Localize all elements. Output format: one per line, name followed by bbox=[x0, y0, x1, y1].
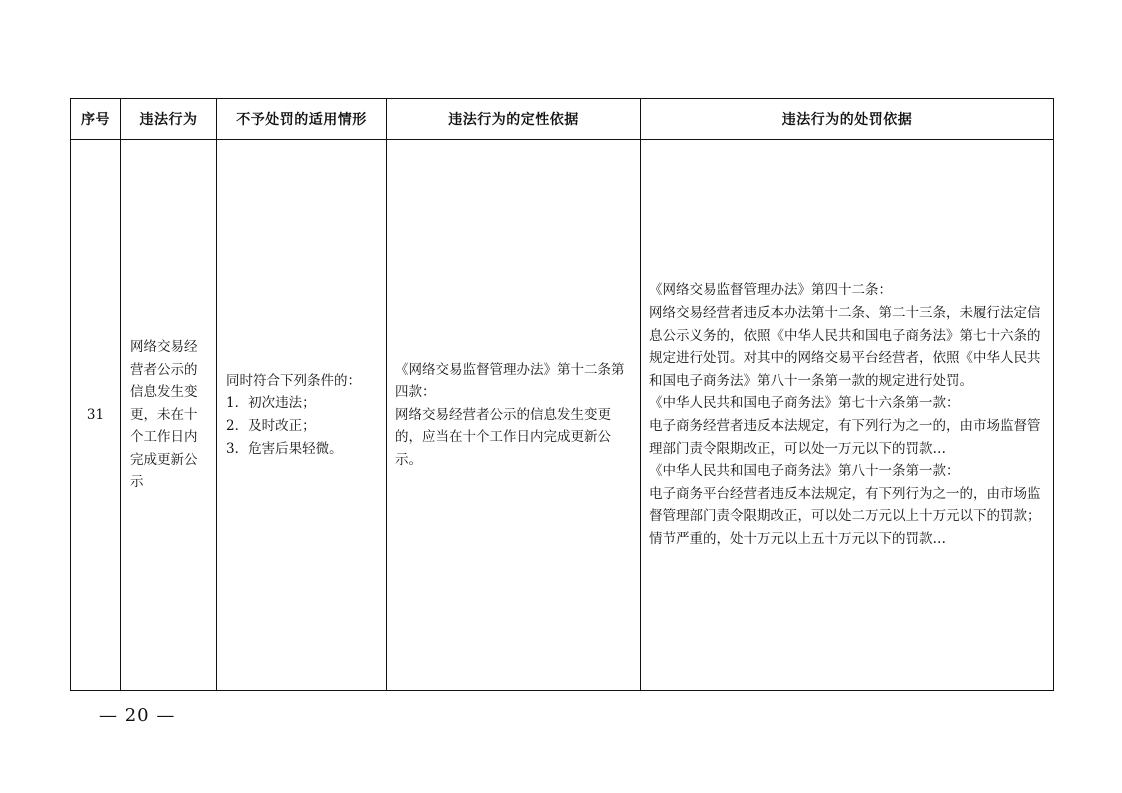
row-qualification-cell bbox=[387, 140, 641, 691]
penalty-clause-text: 电子商务经营者违反本法规定，有下列行为之一的，由市场监督管理部门责令限期改正，可以处一万元以下的罚款… bbox=[649, 418, 1041, 457]
penalty-clause-text: 电子商务平台经营者违反本法规定，有下列行为之一的，由市场监督管理部门责令限期改正，可以处二万元以上十万元以下的罚款；情节严重的，处十万元以上五十万元以下的罚款… bbox=[649, 485, 1041, 547]
row-penalty-cell bbox=[641, 140, 1054, 691]
exemption-item: 2．及时改正； bbox=[226, 418, 316, 434]
penalty-clause-title: 《中华人民共和国电子商务法》第八十一条第一款： bbox=[649, 463, 960, 480]
penalty-clause-title: 《中华人民共和国电子商务法》第七十六条第一款： bbox=[649, 395, 960, 412]
row-violation-text: 网络交易经营者公示的信息发生变更，未在十个工作日内完成更新公示 bbox=[130, 338, 198, 491]
exemption-item: 1．初次违法； bbox=[226, 395, 316, 412]
header-serial-number: 序号 bbox=[71, 99, 121, 140]
header-violation: 违法行为 bbox=[121, 99, 217, 140]
exemption-intro: 同时符合下列条件的： bbox=[226, 372, 361, 389]
qualification-title: 《网络交易监督管理办法》第十二条第四款： bbox=[395, 361, 625, 401]
row-violation-cell bbox=[121, 140, 217, 691]
penalty-clause-title: 《网络交易监督管理办法》第四十二条： bbox=[649, 282, 892, 299]
header-penalty-basis: 违法行为的处罚依据 bbox=[641, 99, 1054, 140]
qualification-text: 网络交易经营者公示的信息发生变更的，应当在十个工作日内完成更新公示。 bbox=[395, 406, 611, 468]
penalty-clause-text: 网络交易经营者违反本办法第十二条、第二十三条，未履行法定信息公示义务的，依照《中华人民共和国电子商务法》第七十六条的规定进行处罚。对其中的网络交易平台经营者，依照《中华人民共和国电子商务法》第八十一条第一款的规定进行处罚。 bbox=[649, 305, 1041, 389]
table-header-row bbox=[71, 99, 1054, 140]
page-number: — 20 — bbox=[99, 705, 176, 726]
table-row bbox=[71, 140, 1054, 691]
row-serial-number: 31 bbox=[71, 140, 121, 691]
row-exemption-cell bbox=[217, 140, 387, 691]
exemption-item: 3．危害后果轻微。 bbox=[226, 440, 343, 457]
header-exemption: 不予处罚的适用情形 bbox=[217, 99, 387, 140]
header-qualification-basis: 违法行为的定性依据 bbox=[387, 99, 641, 140]
regulation-table bbox=[70, 98, 1054, 691]
